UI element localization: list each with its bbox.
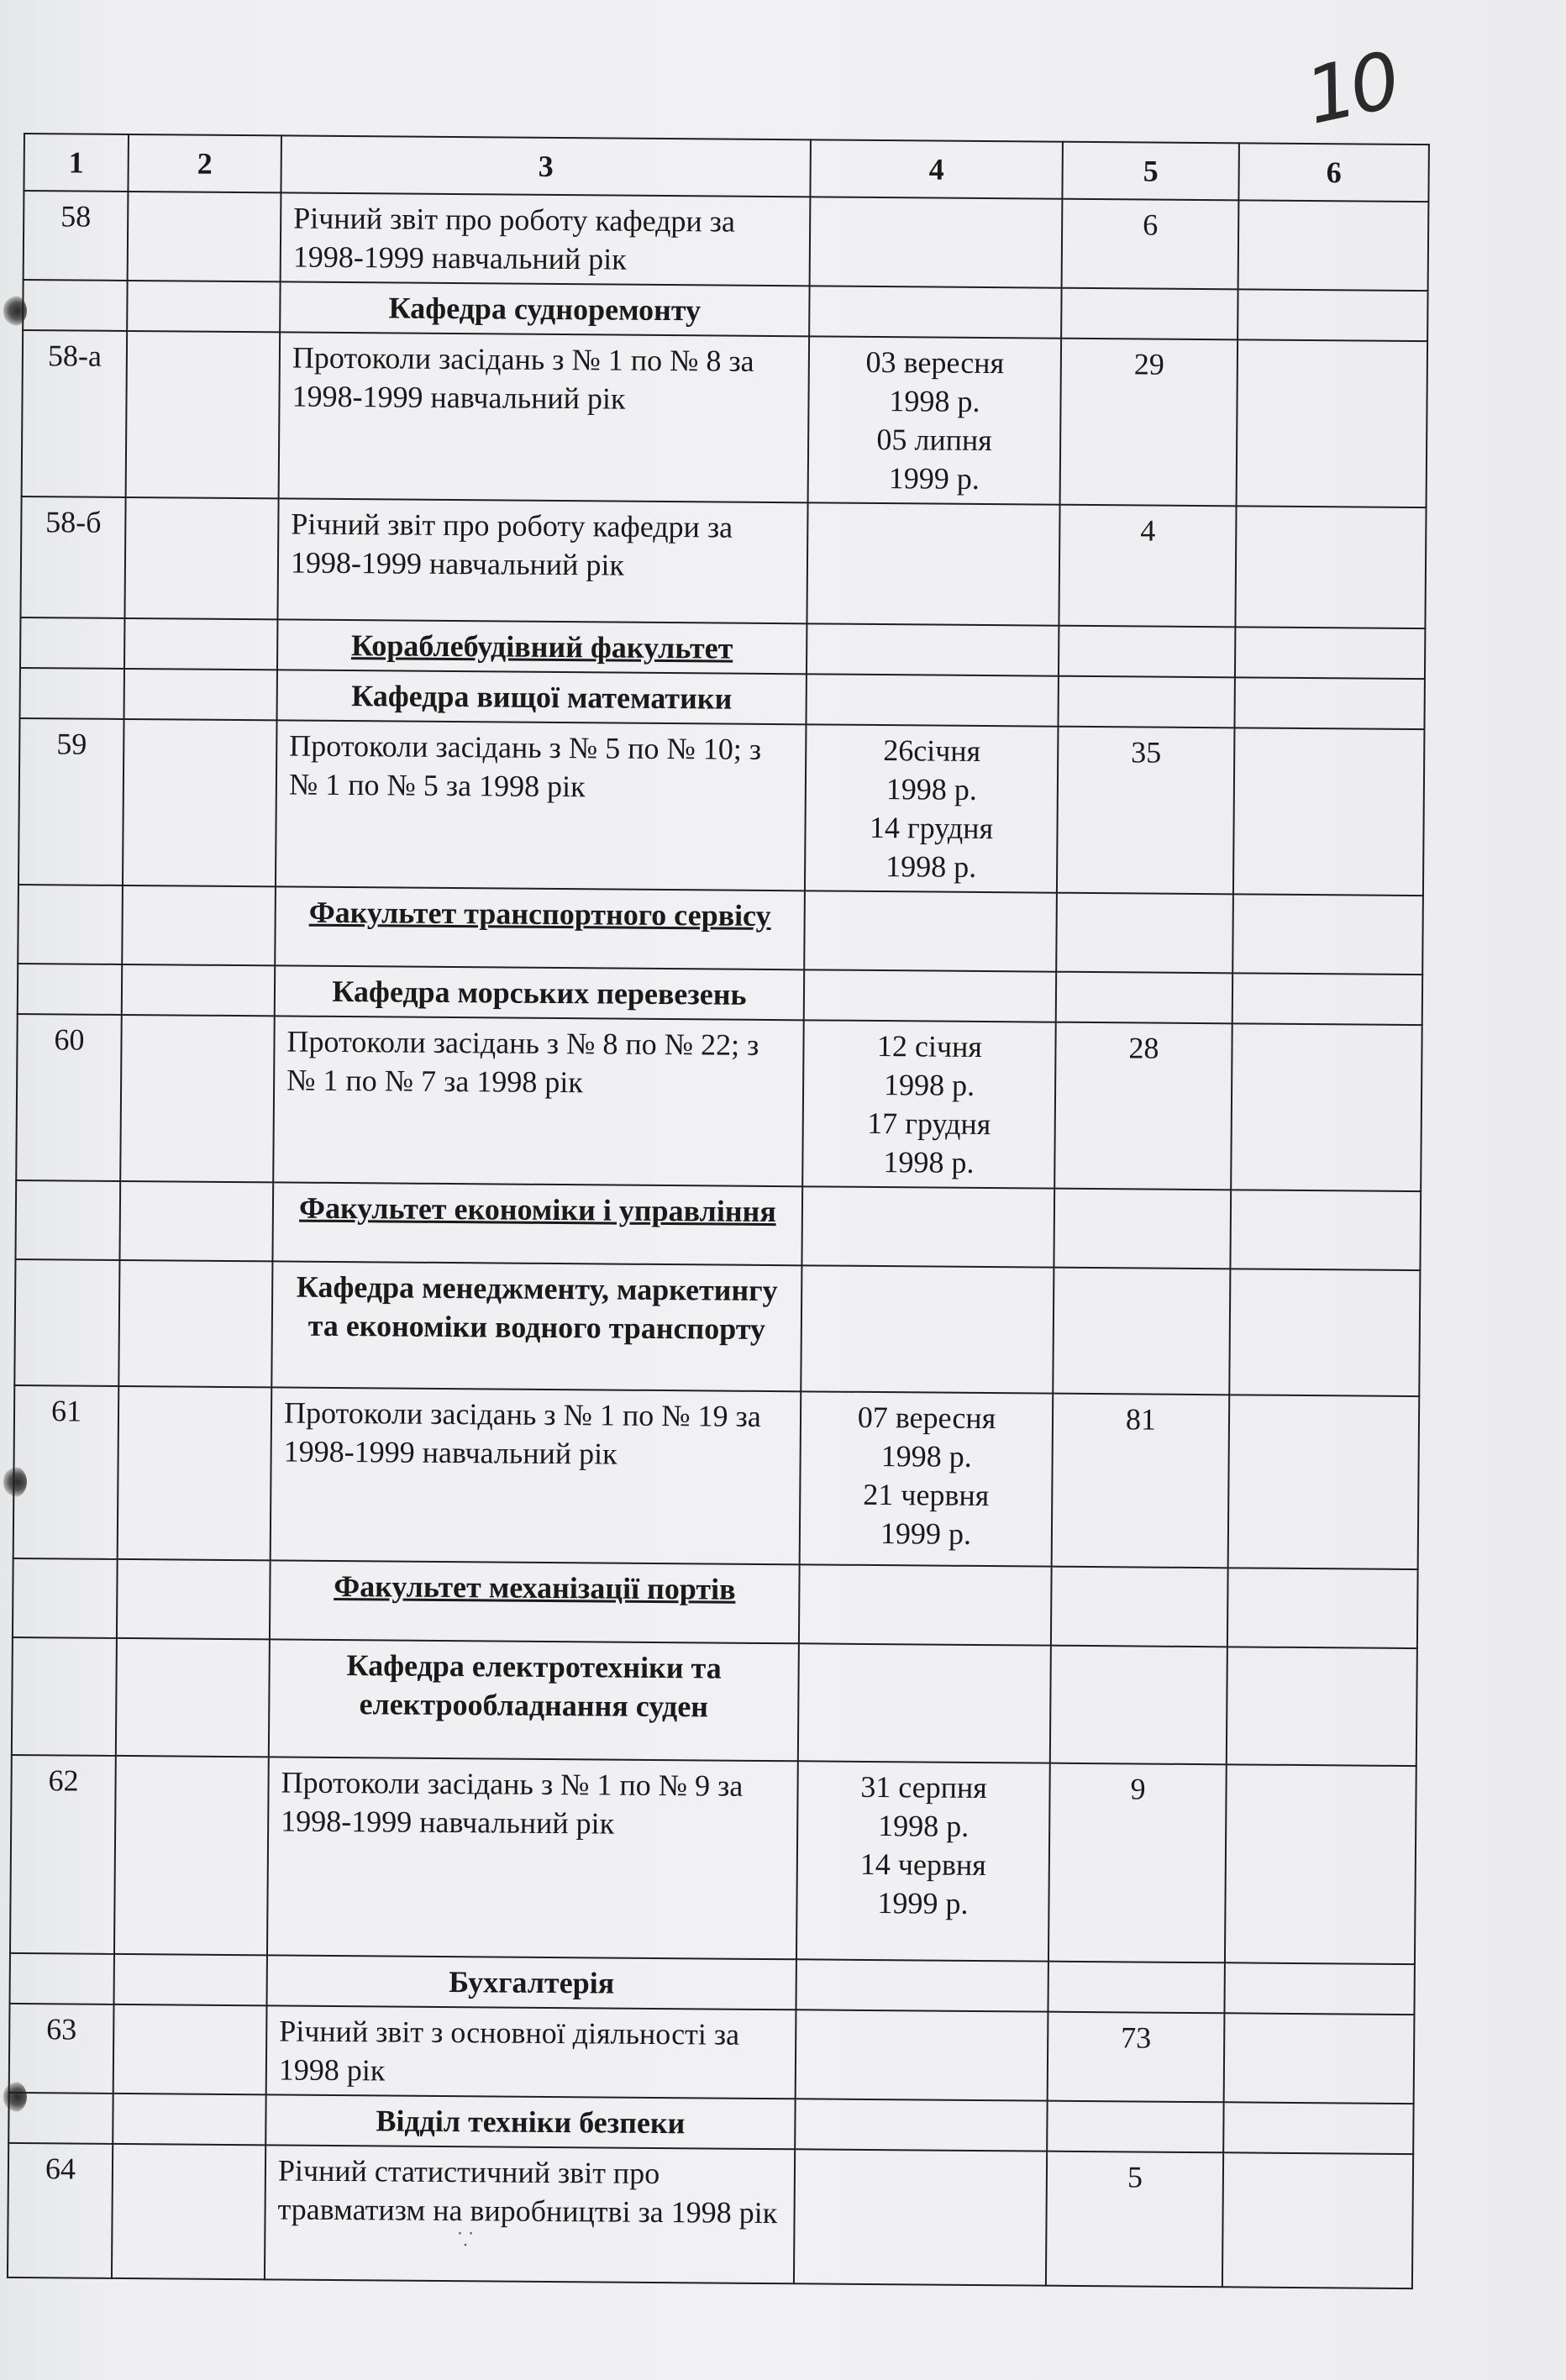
cell-empty — [10, 1953, 114, 2004]
inventory-table — [7, 133, 1430, 2289]
cell-empty — [118, 1260, 272, 1387]
cell-empty — [1224, 1962, 1414, 2015]
item-description: Протоколи засідань з № 1 по № 19 за 1998-1999 навчальний рік — [271, 1387, 801, 1564]
date-line: 05 липня — [876, 422, 992, 458]
item-number: 58-б — [20, 496, 125, 618]
cell-empty — [8, 2093, 113, 2144]
section-title — [271, 1261, 801, 1391]
cell-empty — [799, 1564, 1052, 1645]
section-title — [272, 1182, 802, 1265]
item-dates — [800, 1391, 1054, 1566]
section-row — [14, 1259, 1420, 1396]
cell-empty — [1235, 627, 1425, 679]
item-description: Протоколи засідань з № 8 по № 22; з № 1 по № 7 за 1998 рік — [273, 1016, 804, 1186]
column-header: 3 — [281, 135, 811, 197]
cell-empty — [124, 669, 277, 720]
item-dates — [807, 502, 1059, 625]
section-title — [275, 886, 805, 969]
date-line: 1998 р. — [889, 384, 980, 418]
date-line: 1998 р. — [885, 849, 977, 884]
date-line: 1999 р. — [877, 1886, 969, 1920]
cell-notes — [1228, 1395, 1420, 1569]
cell-empty — [804, 969, 1056, 1022]
section-title — [277, 670, 807, 724]
section-title — [269, 1639, 799, 1761]
cell-empty — [1047, 2101, 1223, 2153]
cell-empty — [14, 1259, 119, 1386]
item-number: 58-а — [22, 330, 128, 497]
section-title-text: Кораблебудівний факультет — [350, 628, 733, 665]
cell-empty — [1050, 1646, 1227, 1765]
item-sheet-count: 35 — [1057, 727, 1235, 895]
cell-empty — [20, 617, 124, 669]
cell-empty — [1223, 2102, 1413, 2154]
cell-notes — [1238, 200, 1429, 291]
cell-empty — [126, 331, 281, 498]
table-row — [13, 1385, 1420, 1569]
cell-empty — [1229, 1269, 1420, 1396]
table-row — [8, 2143, 1413, 2288]
date-line: 1998 р. — [878, 1809, 970, 1843]
cell-empty — [1230, 1190, 1421, 1270]
item-sheet-count: 81 — [1052, 1394, 1230, 1568]
section-title-text: Кафедра менеджменту, маркетингу та економіки водного транспорту — [296, 1269, 778, 1346]
cell-empty — [1054, 1189, 1231, 1269]
cell-empty — [15, 1180, 120, 1260]
ink-mark: ⸪ — [458, 2230, 474, 2251]
item-sheet-count: 4 — [1059, 505, 1236, 628]
date-line: 03 вересня — [865, 344, 1005, 381]
cell-empty — [117, 1559, 271, 1639]
cell-notes — [1224, 2013, 1415, 2104]
item-dates — [810, 197, 1063, 287]
cell-empty — [120, 1015, 275, 1182]
section-title — [275, 965, 804, 1020]
table-row — [9, 2004, 1415, 2104]
item-sheet-count: 73 — [1048, 2012, 1225, 2103]
date-line: 21 червня — [863, 1477, 990, 1513]
cell-empty — [1232, 894, 1423, 975]
item-sheet-count: 29 — [1060, 339, 1238, 507]
item-number: 63 — [9, 2004, 114, 2094]
table-body — [8, 191, 1428, 2288]
cell-notes — [1225, 1764, 1416, 1964]
section-title — [280, 281, 809, 336]
table-row — [20, 496, 1426, 628]
cell-empty — [12, 1637, 117, 1756]
cell-empty — [1058, 676, 1234, 728]
section-title-text: Кафедра електротехніки та електрообладнання суден — [346, 1648, 722, 1724]
date-line: 17 грудня — [867, 1106, 991, 1142]
section-title-text: Факультет механізації портів — [334, 1568, 736, 1606]
item-number: 64 — [8, 2143, 113, 2278]
cell-empty — [1227, 1647, 1417, 1766]
section-title-text: Відділ техніки безпеки — [376, 2104, 686, 2141]
section-title-text: Факультет транспортного сервісу — [308, 895, 771, 933]
cell-empty — [113, 2094, 265, 2145]
cell-empty — [1051, 1567, 1228, 1647]
cell-notes — [1237, 339, 1428, 507]
cell-empty — [20, 668, 124, 719]
section-title — [277, 619, 807, 674]
cell-empty — [1234, 677, 1424, 729]
cell-empty — [798, 1643, 1051, 1763]
cell-empty — [1053, 1268, 1230, 1395]
date-line: 1998 р. — [880, 1439, 972, 1474]
cell-empty — [118, 1386, 272, 1560]
item-description: Річний звіт про роботу кафедри за 1998-1999 навчальний рік — [281, 192, 811, 286]
cell-empty — [801, 1265, 1054, 1393]
section-title — [265, 2094, 795, 2149]
item-sheet-count: 28 — [1054, 1022, 1232, 1190]
item-dates — [802, 1020, 1056, 1188]
cell-empty — [123, 719, 277, 886]
cell-notes — [1235, 506, 1426, 628]
cell-empty — [1232, 973, 1422, 1025]
date-line: 1999 р. — [880, 1516, 972, 1551]
cell-empty — [1056, 893, 1233, 974]
cell-empty — [23, 280, 127, 331]
item-number: 60 — [16, 1014, 122, 1181]
section-title-text: Кафедра вищої математики — [351, 679, 733, 716]
date-line: 07 вересня — [857, 1400, 996, 1436]
item-description: Річний звіт з основної діяльності за 1998 рік — [266, 2005, 796, 2099]
cell-empty — [1061, 288, 1238, 340]
item-description: Протоколи засідань з № 1 по № 9 за 1998-1999 навчальний рік — [267, 1757, 798, 1959]
item-description: Протоколи засідань з № 1 по № 8 за 1998-1999 навчальний рік — [279, 332, 810, 502]
item-number: 59 — [18, 718, 124, 885]
section-title-text: Кафедра морських перевезень — [332, 974, 747, 1011]
cell-empty — [113, 2004, 267, 2094]
section-title-text: Факультет економіки і управління — [298, 1190, 776, 1229]
cell-empty — [1238, 289, 1427, 341]
cell-empty — [1059, 626, 1235, 678]
cell-empty — [128, 192, 281, 281]
item-number: 58 — [24, 191, 129, 281]
date-line: 14 грудня — [869, 810, 994, 846]
section-row — [15, 1180, 1421, 1270]
item-sheet-count: 6 — [1062, 199, 1239, 290]
cell-empty — [1227, 1568, 1418, 1648]
cell-notes — [1233, 728, 1425, 896]
date-line: 14 червня — [859, 1847, 986, 1883]
cell-empty — [124, 618, 277, 670]
date-line: 26січня — [883, 733, 981, 768]
item-description: Річний статистичний звіт про травматизм на виробництві за 1998 рік — [265, 2145, 795, 2283]
date-line: 1999 р. — [888, 461, 980, 496]
date-line: 12 січня — [876, 1029, 983, 1064]
page-number: 10 — [1298, 35, 1404, 142]
cell-empty — [1056, 972, 1232, 1024]
column-header: 5 — [1062, 142, 1239, 201]
cell-empty — [13, 1558, 118, 1638]
cell-empty — [116, 1638, 270, 1757]
date-line: 31 серпня — [860, 1769, 987, 1805]
cell-empty — [114, 1756, 269, 1955]
table-row — [18, 718, 1425, 896]
date-line: 1998 р. — [885, 772, 978, 806]
item-description: Протоколи засідань з № 5 по № 10; з № 1 по № 5 за 1998 рік — [276, 720, 807, 891]
section-title — [270, 1560, 800, 1643]
cell-empty — [796, 1959, 1048, 2011]
section-row — [13, 1558, 1418, 1648]
section-title-text: Бухгалтерія — [449, 1965, 615, 2000]
table-row — [16, 1014, 1422, 1191]
cell-empty — [127, 281, 280, 332]
section-row — [12, 1637, 1417, 1766]
table-row — [22, 330, 1428, 507]
cell-empty — [806, 674, 1058, 726]
cell-empty — [122, 885, 276, 965]
section-row — [18, 885, 1423, 975]
cell-empty — [801, 1186, 1054, 1267]
column-header: 6 — [1238, 143, 1429, 202]
date-line: 1998 р. — [883, 1068, 975, 1102]
item-sheet-count: 9 — [1048, 1763, 1227, 1963]
item-sheet-count: 5 — [1046, 2151, 1223, 2288]
item-dates — [796, 2010, 1048, 2100]
cell-notes — [1222, 2152, 1413, 2288]
cell-notes — [1231, 1023, 1422, 1191]
item-dates — [794, 2149, 1047, 2285]
date-line: 1998 р. — [883, 1145, 975, 1179]
column-header: 2 — [128, 134, 281, 192]
cell-empty — [1048, 1962, 1224, 2014]
section-title — [266, 1955, 796, 2010]
cell-empty — [18, 885, 123, 964]
cell-empty — [112, 2144, 265, 2279]
header-row — [24, 134, 1428, 202]
cell-empty — [18, 964, 122, 1015]
cell-empty — [114, 1954, 267, 2005]
item-dates — [808, 336, 1062, 504]
item-dates — [796, 1761, 1050, 1961]
table-row — [10, 1755, 1416, 1964]
column-header: 1 — [24, 134, 129, 192]
cell-empty — [122, 964, 275, 1016]
cell-empty — [119, 1181, 273, 1261]
cell-empty — [807, 623, 1059, 675]
column-header: 4 — [810, 139, 1063, 198]
item-number: 62 — [10, 1755, 116, 1954]
item-description: Річний звіт про роботу кафедри за 1998-1999 навчальний рік — [277, 498, 807, 623]
section-title-text: Кафедра судноремонту — [388, 291, 702, 328]
cell-empty — [804, 891, 1057, 971]
cell-empty — [124, 497, 278, 619]
table-row — [24, 191, 1429, 291]
item-number: 61 — [13, 1385, 119, 1559]
cell-empty — [809, 286, 1061, 338]
cell-empty — [795, 2099, 1047, 2151]
item-dates — [805, 724, 1059, 892]
